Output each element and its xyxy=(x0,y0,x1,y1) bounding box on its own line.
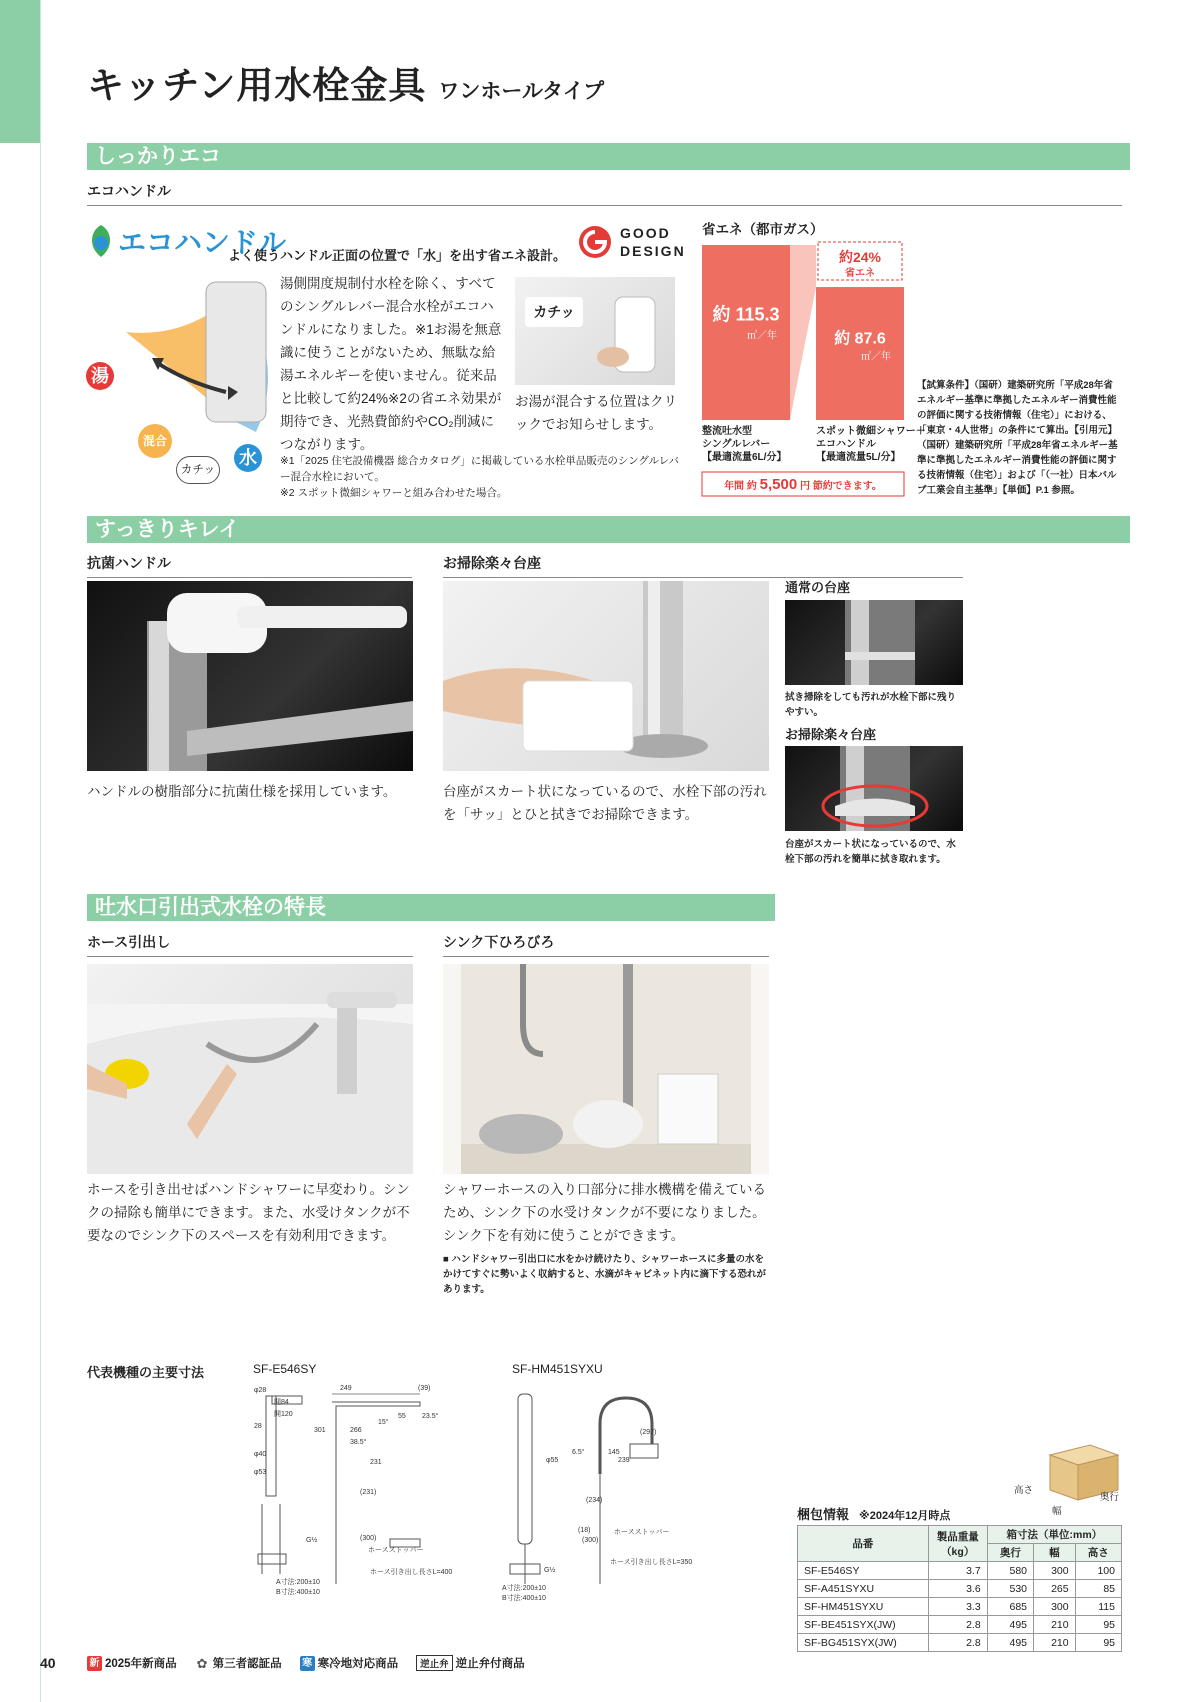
dimension-label: (300) xyxy=(582,1537,599,1544)
sidebar-line xyxy=(40,0,41,1702)
under-sink-photo xyxy=(443,964,769,1174)
dimension-label: G½ xyxy=(544,1567,556,1574)
normal-base-faucet xyxy=(785,600,963,685)
dimension-label: 266 xyxy=(350,1427,362,1434)
easy-base-caption: 台座がスカート状になっているので、水栓下部の汚れを簡単に拭き取れます。 xyxy=(785,839,956,865)
cell-width: 300 xyxy=(1034,1562,1076,1580)
cell-height: 95 xyxy=(1075,1634,1121,1652)
chart-reduction-text: 省エネ xyxy=(845,268,875,279)
dimension-label: (39) xyxy=(418,1385,431,1392)
chart-category-label: 【最適流量6L/分】 xyxy=(702,452,787,463)
table-row xyxy=(798,1634,1122,1652)
under-sink-cabinet-photo xyxy=(443,964,769,1174)
under-sink-note: ■ ハンドシャワー引出口に水をかけ続けたり、シャワーホースに多量の水をかけてすぐに勢いよく収納すると、水滴がキャビネット内に滴下する恐れがあります。 xyxy=(443,1254,767,1295)
packing-title: 梱包情報 xyxy=(797,1507,850,1522)
page-number: 40 xyxy=(40,1655,56,1671)
page-subtitle: ワンホールタイプ xyxy=(438,80,605,103)
eco-handle-illustration xyxy=(86,272,271,472)
good-design-g-icon xyxy=(578,225,612,259)
legend-certified xyxy=(195,1655,282,1671)
chart-category-label: 【最適流量5L/分】 xyxy=(816,452,901,463)
good-design-line2: DESIGN xyxy=(620,243,686,259)
cell-height: 100 xyxy=(1075,1562,1121,1580)
section-band-eco: しっかりエコ xyxy=(87,143,1130,170)
under-sink-title: シンク下ひろびろ xyxy=(443,932,769,957)
packing-table xyxy=(797,1525,1122,1652)
antibac-photo xyxy=(87,581,413,771)
dimension-drawing-1 xyxy=(250,1384,470,1624)
chart-bar-unit: ㎥／年 xyxy=(861,351,891,363)
chart-savings-post: 円 節約できます。 xyxy=(797,481,882,492)
footer-legend xyxy=(87,1655,543,1671)
eco-subheading: エコハンドル xyxy=(87,181,1122,206)
chart-category-label: エコハンドル xyxy=(816,439,876,450)
dimension-label: A寸法:200±10 xyxy=(502,1585,546,1592)
cell-depth: 495 xyxy=(987,1616,1033,1634)
faucet-handle-outline xyxy=(630,1444,658,1458)
faucet-body-outline xyxy=(518,1394,532,1544)
dimension-label: 145 xyxy=(608,1449,620,1456)
page-title: キッチン用水栓金具 xyxy=(87,65,427,106)
legend-new xyxy=(87,1655,177,1671)
col-box-dims: 箱寸法（単位:mm） xyxy=(987,1526,1121,1544)
dimension-label: (234) xyxy=(586,1497,603,1504)
hose-pullout-photo xyxy=(87,964,413,1174)
dimension-label: 249 xyxy=(340,1385,352,1392)
cold-region-icon: 寒 xyxy=(300,1656,315,1671)
dimension-label: 301 xyxy=(314,1427,326,1434)
chart-bar-label: 約 87.6 xyxy=(834,330,886,348)
col-depth: 奥行 xyxy=(987,1544,1033,1562)
chart-title: 省エネ（都市ガス） xyxy=(702,222,824,237)
cell-width: 265 xyxy=(1034,1580,1076,1598)
cell-width: 210 xyxy=(1034,1616,1076,1634)
dimension-label: B寸法:400±10 xyxy=(502,1595,546,1602)
dimension-label: A寸法:200±10 xyxy=(276,1579,320,1586)
dimension-label: 6.5° xyxy=(572,1449,585,1456)
cell-part: SF-BE451SYX(JW) xyxy=(798,1616,929,1634)
section-band-pullout: 吐水口引出式水栓の特長 xyxy=(87,894,775,921)
box-depth-label: 奥行 xyxy=(1100,1492,1120,1503)
check-valve-icon: 逆止弁 xyxy=(416,1655,453,1671)
easy-base-faucet xyxy=(785,746,963,831)
dimension-label: (297) xyxy=(640,1429,657,1436)
chart-bar-label: 約 115.3 xyxy=(712,304,780,325)
box-width-label: 幅 xyxy=(1052,1506,1062,1517)
dimension-label: φ55 xyxy=(546,1457,559,1464)
faucet-handle-photo xyxy=(595,287,665,379)
legend-new-text: 2025年新商品 xyxy=(105,1658,177,1670)
cell-height: 95 xyxy=(1075,1616,1121,1634)
chart-category-label: スポット微細シャワー＋ xyxy=(816,426,926,437)
good-design-line1: GOOD xyxy=(620,225,671,241)
handle-diagram xyxy=(86,272,271,472)
dimension-label: ホースストッパー xyxy=(614,1529,670,1536)
cell-depth: 580 xyxy=(987,1562,1033,1580)
legend-certified-text: 第三者認証品 xyxy=(212,1658,282,1670)
dimension-label: 239 xyxy=(618,1457,630,1464)
new-icon: 新 xyxy=(87,1656,102,1671)
hose-stopper-outline xyxy=(390,1539,420,1547)
cell-weight: 2.8 xyxy=(928,1616,987,1634)
dimension-label: 38.5° xyxy=(350,1439,367,1446)
dimension-label: 28 xyxy=(254,1423,262,1430)
hot-label: 湯 xyxy=(86,362,114,390)
dimension-drawing-2 xyxy=(500,1384,720,1624)
chart-reduction-pct: 約24% xyxy=(838,249,882,265)
dimension-label: φ40 xyxy=(254,1451,267,1458)
box-height-label: 高さ xyxy=(1014,1485,1034,1496)
cell-width: 210 xyxy=(1034,1634,1076,1652)
table-row xyxy=(798,1562,1122,1580)
eco-leaf-icon xyxy=(86,223,116,259)
dims-model1: SF-E546SY xyxy=(253,1362,317,1376)
click-bubble: カチッ xyxy=(176,456,220,484)
water-label: 水 xyxy=(234,444,262,472)
mixed-label: 混合 xyxy=(138,424,172,458)
table-row xyxy=(798,1616,1122,1634)
cell-weight: 3.7 xyxy=(928,1562,987,1580)
easy-base-photo xyxy=(785,746,963,831)
dimension-label: 55 xyxy=(398,1413,406,1420)
hose-caption: ホースを引き出せばハンドシャワーに早変わり。シンクの掃除も簡単にできます。また、水受けタンクが不要なのでシンク下のスペースを有効利用できます。 xyxy=(87,1182,410,1243)
click-photo xyxy=(515,277,675,385)
sidebar-accent xyxy=(0,0,40,143)
cell-part: SF-E546SY xyxy=(798,1562,929,1580)
dimension-label: 開120 xyxy=(274,1411,293,1418)
eco-tagline: よく使うハンドル正面の位置で「水」を出す省エネ設計。 xyxy=(228,248,567,263)
good-design-badge xyxy=(578,224,686,260)
legend-cold-text: 寒冷地対応商品 xyxy=(317,1658,399,1670)
eco-note2: ※2 スポット微細シャワーと組み合わせた場合。 xyxy=(280,487,508,499)
cell-height: 85 xyxy=(1075,1580,1121,1598)
chart-savings-amount: 5,500 xyxy=(759,476,798,493)
cell-part: SF-A451SYXU xyxy=(798,1580,929,1598)
chart-connector xyxy=(790,245,816,420)
click-caption: お湯が混合する位置はクリックでお知らせします。 xyxy=(515,394,677,432)
antibac-title: 抗菌ハンドル xyxy=(87,553,412,578)
chart-bar-unit: ㎥／年 xyxy=(747,330,777,342)
dimension-label: B寸法:400±10 xyxy=(276,1589,320,1596)
hose-photo xyxy=(87,964,413,1174)
cell-part: SF-BG451SYX(JW) xyxy=(798,1634,929,1652)
dimension-label: 15° xyxy=(378,1419,389,1426)
easy-base-title: お掃除楽々台座 xyxy=(785,727,877,742)
normal-base-photo xyxy=(785,600,963,685)
chart-category-label: シングルレバー xyxy=(702,439,771,450)
packing-date: ※2024年12月時点 xyxy=(859,1510,951,1522)
spout-outline xyxy=(332,1402,420,1534)
dimension-label: G½ xyxy=(306,1537,318,1544)
eco-body: 湯側開度規制付水栓を除く、すべてのシングルレバー混合水栓がエコハンドルになりました。※1お湯を無意識に使うことがないため、無駄な給湯エネルギーを使いません。従来品と比較して約24%※2の省エネ効果が期待でき、光熱費節約やCO₂削減につながります。 xyxy=(280,276,502,452)
dimension-label: (300) xyxy=(360,1535,377,1542)
dimension-label: 231 xyxy=(370,1459,382,1466)
eco-footnote: 【試算条件】（国研）建築研究所「平成28年省エネルギー基準に準拠したエネルギー消費性能の評価に関する技術情報（住宅）」における、「東京・4人世帯」の条件にて算出。【引用元】（国研）建築研究所「平成28年省エネルギー基準に準拠したエネルギー消費性能の評価に関する技術情報（住宅）」および「（一社）日本バルブ工業会自主基準」【単価】P.1 参照。 xyxy=(917,380,1118,496)
antibac-faucet-photo xyxy=(87,581,413,771)
cell-depth: 685 xyxy=(987,1598,1033,1616)
col-weight: 製品重量（kg） xyxy=(928,1526,987,1562)
cell-weight: 3.6 xyxy=(928,1580,987,1598)
cell-weight: 2.8 xyxy=(928,1634,987,1652)
cell-part: SF-HM451SYXU xyxy=(798,1598,929,1616)
section-band-clean: すっきりキレイ xyxy=(87,516,1130,543)
normal-base-caption: 拭き掃除をしても汚れが水栓下部に残りやすい。 xyxy=(785,692,957,718)
cell-depth: 530 xyxy=(987,1580,1033,1598)
packing-heading xyxy=(797,1504,950,1523)
dimension-label: φ28 xyxy=(254,1387,267,1394)
click-photo-label: カチッ xyxy=(525,297,583,327)
dimension-label: 開84 xyxy=(274,1399,289,1406)
wiping-photo xyxy=(443,581,769,771)
cell-width: 300 xyxy=(1034,1598,1076,1616)
dims-model2: SF-HM451SYXU xyxy=(512,1362,603,1376)
cell-depth: 495 xyxy=(987,1634,1033,1652)
table-row xyxy=(798,1598,1122,1616)
eco-note1: ※1「2025 住宅設備機器 総合カタログ」に掲載している水栓単品販売のシングルレバー混合水栓において。 xyxy=(280,455,680,483)
easy-clean-photo xyxy=(443,581,769,771)
antibac-caption: ハンドルの樹脂部分に抗菌仕様を採用しています。 xyxy=(87,784,397,799)
dimension-label: ホース引き出し長さL=400 xyxy=(370,1569,453,1576)
legend-cold xyxy=(300,1655,399,1671)
dimension-label: ホース引き出し長さL=350 xyxy=(610,1559,693,1566)
cell-weight: 3.3 xyxy=(928,1598,987,1616)
table-row xyxy=(798,1580,1122,1598)
hose-title: ホース引出し xyxy=(87,932,413,957)
dims-title: 代表機種の主要寸法 xyxy=(87,1365,205,1380)
dimension-label: (18) xyxy=(578,1527,591,1534)
col-height: 高さ xyxy=(1075,1544,1121,1562)
page-header xyxy=(87,55,604,109)
chart-savings-text: 年間 約 5,500 円 節約できます。 xyxy=(724,476,882,493)
col-part: 品番 xyxy=(798,1526,929,1562)
easy-clean-caption: 台座がスカート状になっているので、水栓下部の汚れを「サッ」とひと拭きでお掃除できます。 xyxy=(443,784,767,822)
dimension-label: 23.5° xyxy=(422,1413,439,1420)
certified-icon: ✿ xyxy=(196,1655,208,1671)
col-width: 幅 xyxy=(1034,1544,1076,1562)
easy-clean-title: お掃除楽々台座 xyxy=(443,553,963,578)
cell-height: 115 xyxy=(1075,1598,1121,1616)
legend-check-valve xyxy=(416,1655,525,1671)
dimension-label: (231) xyxy=(360,1489,377,1496)
eco-logo-text: エコハンドル xyxy=(118,227,287,258)
dimension-label: φ53 xyxy=(254,1469,267,1476)
chart-category-label: 整流吐水型 xyxy=(702,426,752,437)
dimension-label: ホースストッパー xyxy=(368,1547,424,1554)
legend-check-valve-text: 逆止弁付商品 xyxy=(455,1658,525,1670)
eco-chart xyxy=(702,240,926,500)
under-sink-caption: シャワーホースの入り口部分に排水機構を備えているため、シンク下の水受けタンクが不要になりました。シンク下を有効に使うことができます。 xyxy=(443,1182,767,1243)
normal-base-title: 通常の台座 xyxy=(785,580,851,595)
